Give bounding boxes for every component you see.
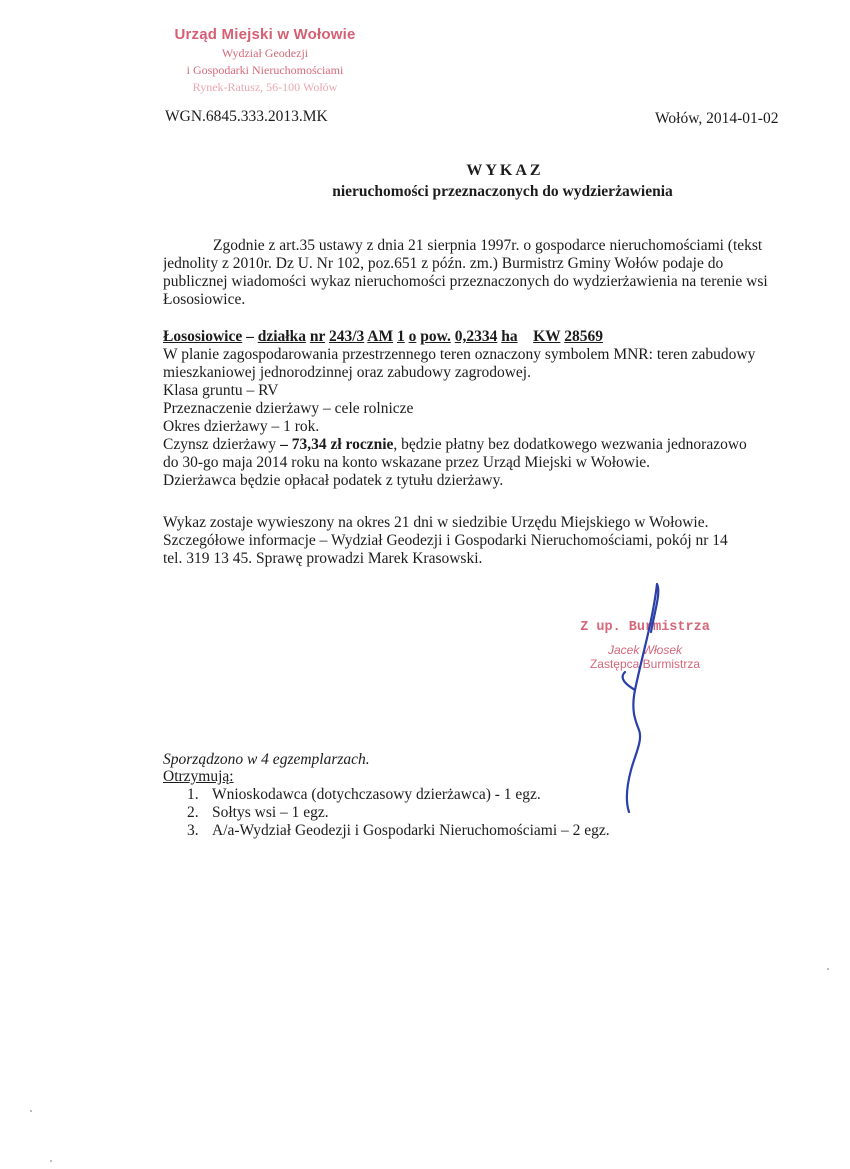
parcel-plan-line-2: mieszkaniowej jednorodzinnej oraz zabudowy zagrodowej. <box>163 364 531 381</box>
handwritten-signature-icon <box>595 580 675 820</box>
recipients-label: Otrzymują: <box>163 768 234 785</box>
parcel-purpose: Przeznaczenie dzierżawy – cele rolnicze <box>163 400 414 417</box>
signature-role: Zastępca Burmistrza <box>589 657 701 671</box>
recipients-list <box>187 786 610 840</box>
scan-speck <box>50 1160 52 1162</box>
parcel-kw-label: KW <box>533 328 561 345</box>
rent-prefix: Czynsz dzierżawy <box>163 436 281 453</box>
parcel-plot-number: 243/3 <box>328 328 365 345</box>
reference-number: WGN.6845.333.2013.MK <box>165 108 328 125</box>
rent-value: – 73,34 zł rocznie <box>280 436 394 453</box>
parcel-area-label: pow. <box>420 328 451 345</box>
intro-paragraph <box>163 237 833 309</box>
rent-suffix: , będzie płatny bez dodatkowego wezwania jednorazowo <box>393 436 747 453</box>
place-date: Wołów, 2014-01-02 <box>655 110 779 127</box>
parcel-nr-label: nr <box>309 328 326 345</box>
list-item: 2. Sołtys wsi – 1 egz. <box>187 804 329 821</box>
list-item: 1. Wnioskodawca (dotychczasowy dzierżawca) - 1 egz. <box>187 786 541 803</box>
notice-paragraph <box>163 514 833 568</box>
intro-line-2: jednolity z 2010r. Dz U. Nr 102, poz.651 z późn. zm.) Burmistrz Gminy Wołów podaje do <box>163 255 724 272</box>
parcel-plan-line-1: W planie zagospodarowania przestrzennego teren oznaczony symbolem MNR: teren zabudowy <box>163 346 756 363</box>
notice-line-3: tel. 319 13 45. Sprawę prowadzi Marek Krasowski. <box>163 550 483 567</box>
notice-line-2: Szczegółowe informacje – Wydział Geodezji i Gospodarki Nieruchomościami, pokój nr 14 <box>163 532 728 549</box>
notice-line-1: Wykaz zostaje wywieszony na okres 21 dni w siedzibie Urzędu Miejskiego w Wołowie. <box>163 514 709 531</box>
copies-note: Sporządzono w 4 egzemplarzach. <box>163 751 370 768</box>
stamp-address: Rynek-Ratusz, 56-100 Wołów <box>192 80 338 94</box>
parcel-tax-line: Dzierżawca będzie opłacał podatek z tytułu dzierżawy. <box>163 472 504 489</box>
scan-speck <box>30 1110 32 1112</box>
signature-name: Jacek Włosek <box>607 643 683 657</box>
stamp-department: Wydział Geodezji <box>221 46 309 60</box>
parcel-dash: – <box>242 328 258 345</box>
parcel-am-number: 1 <box>396 328 405 345</box>
parcel-area-value: 0,2334 <box>454 328 498 345</box>
parcel-am-label: AM <box>367 328 394 345</box>
parcel-period: Okres dzierżawy – 1 rok. <box>163 418 320 435</box>
signature-authority: Z up. Burmistrza <box>580 620 710 635</box>
parcel-soil-class: Klasa gruntu – RV <box>163 382 279 399</box>
parcel-section <box>163 328 843 490</box>
parcel-plot-label: działka <box>257 328 306 345</box>
intro-line-3: publicznej wiadomości wykaz nieruchomości przeznaczonych do wydzierżawienia na terenie wsi <box>163 273 768 290</box>
parcel-kw-number: 28569 <box>564 328 603 345</box>
parcel-rent-line <box>163 436 843 454</box>
office-stamp <box>160 26 370 95</box>
intro-line-1: Zgodnie z art.35 ustawy z dnia 21 sierpnia 1997r. o gospodarce nieruchomościami (tekst <box>213 237 763 254</box>
list-item: 3. A/a-Wydział Geodezji i Gospodarki Nieruchomościami – 2 egz. <box>187 822 610 839</box>
scan-speck <box>827 968 829 970</box>
stamp-department-cont: i Gospodarki Nieruchomościami <box>186 63 344 77</box>
parcel-heading <box>163 328 843 346</box>
intro-line-4: Łososiowice. <box>163 291 246 308</box>
parcel-area-unit: ha <box>501 328 518 345</box>
parcel-o-label: o <box>408 328 417 345</box>
document-title: WYKAZ <box>466 162 544 179</box>
stamp-office-name: Urząd Miejski w Wołowie <box>174 26 356 43</box>
document-subtitle: nieruchomości przeznaczonych do wydzierżawienia <box>332 183 673 200</box>
parcel-place: Łososiowice <box>163 328 243 345</box>
parcel-payment-line: do 30-go maja 2014 roku na konto wskazane przez Urząd Miejski w Wołowie. <box>163 454 651 471</box>
